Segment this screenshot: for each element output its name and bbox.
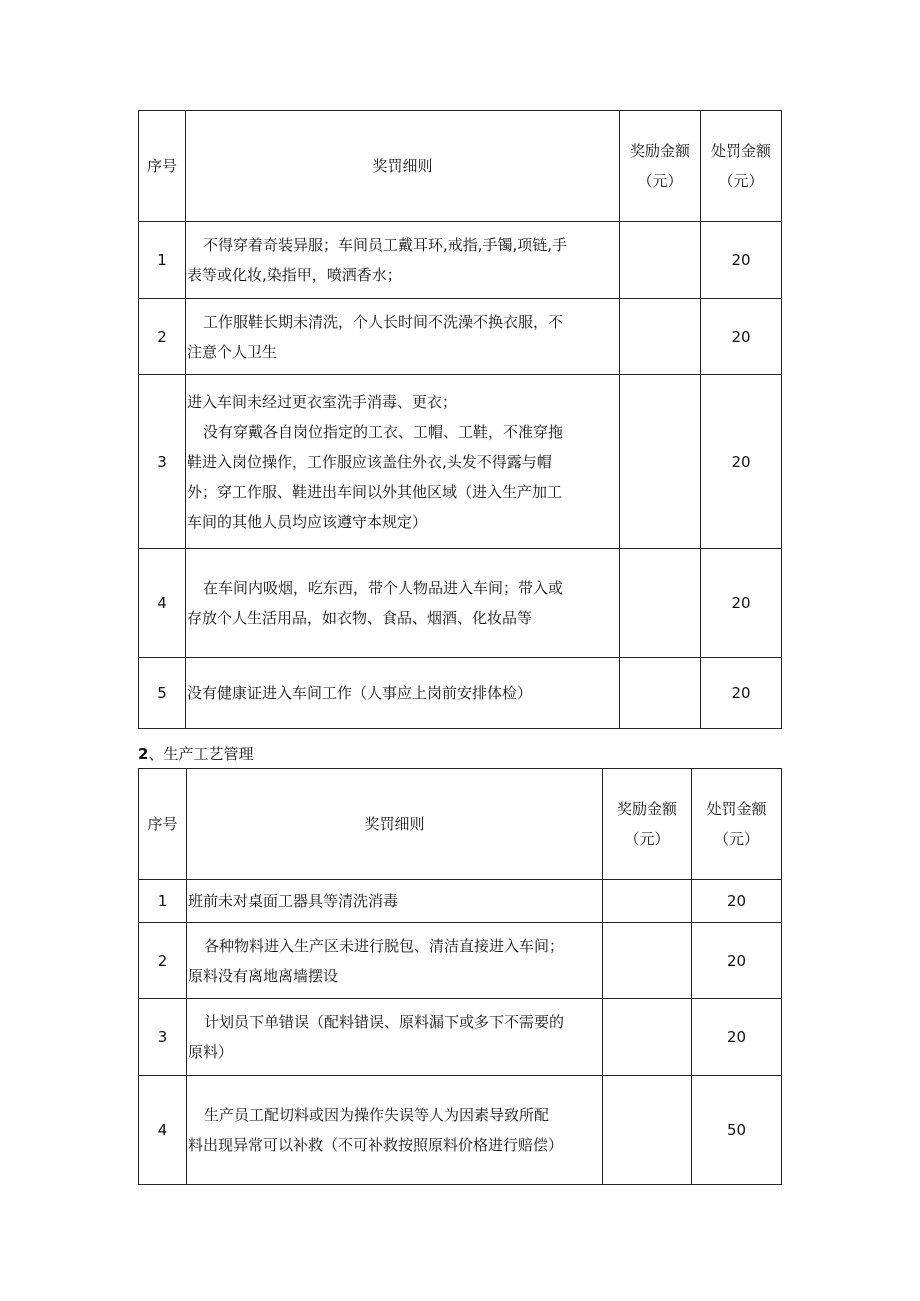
rules-table-hygiene bbox=[138, 110, 782, 729]
table-row bbox=[139, 923, 782, 999]
header-penalty: 处罚金额 （元） bbox=[701, 111, 782, 222]
row-detail: 生产员工配切料或因为操作失误等人为因素导致所配 料出现异常可以补救（不可补救按照原料价格进行赔偿） bbox=[187, 1076, 603, 1185]
table-row bbox=[139, 1076, 782, 1185]
row-reward bbox=[620, 222, 701, 299]
table-row bbox=[139, 999, 782, 1076]
header-penalty: 处罚金额 （元） bbox=[692, 769, 782, 880]
row-penalty: 20 bbox=[701, 299, 782, 375]
header-reward: 奖励金额 （元） bbox=[620, 111, 701, 222]
row-detail: 进入车间未经过更衣室洗手消毒、更衣； 没有穿戴各自岗位指定的工衣、工帽、工鞋，不准穿拖 鞋进入岗位操作，工作服应该盖住外衣,头发不得露与帽 外；穿工作服、鞋进出车间以外其他区域（进入生产加工 车间的其他人员均应该遵守本规定） bbox=[186, 375, 620, 549]
header-no: 序号 bbox=[139, 111, 186, 222]
row-no: 5 bbox=[139, 658, 186, 729]
row-no: 3 bbox=[139, 999, 187, 1076]
section-number: 2 bbox=[138, 745, 149, 763]
section-heading bbox=[138, 743, 253, 765]
row-detail: 在车间内吸烟，吃东西，带个人物品进入车间；带入或 存放个人生活用品，如衣物、食品、烟酒、化妆品等 bbox=[186, 549, 620, 658]
row-no: 1 bbox=[139, 880, 187, 923]
section-separator: 、 bbox=[148, 745, 164, 763]
row-reward bbox=[620, 549, 701, 658]
section-title: 生产工艺管理 bbox=[163, 745, 254, 763]
row-penalty: 20 bbox=[692, 923, 782, 999]
row-no: 2 bbox=[139, 299, 186, 375]
table-header-row bbox=[139, 111, 782, 222]
row-no: 4 bbox=[139, 549, 186, 658]
row-penalty: 20 bbox=[692, 880, 782, 923]
row-reward bbox=[603, 999, 692, 1076]
table-row bbox=[139, 299, 782, 375]
table-row bbox=[139, 375, 782, 549]
row-penalty: 20 bbox=[701, 549, 782, 658]
header-no: 序号 bbox=[139, 769, 187, 880]
table-row bbox=[139, 222, 782, 299]
row-reward bbox=[620, 299, 701, 375]
table-row bbox=[139, 549, 782, 658]
table-header-row bbox=[139, 769, 782, 880]
row-detail: 工作服鞋长期未清洗，个人长时间不洗澡不换衣服，不 注意个人卫生 bbox=[186, 299, 620, 375]
row-detail: 班前未对桌面工器具等清洗消毒 bbox=[187, 880, 603, 923]
table-row bbox=[139, 880, 782, 923]
row-penalty: 20 bbox=[701, 375, 782, 549]
header-reward: 奖励金额 （元） bbox=[603, 769, 692, 880]
row-penalty: 20 bbox=[701, 222, 782, 299]
row-penalty: 50 bbox=[692, 1076, 782, 1185]
row-reward bbox=[603, 923, 692, 999]
header-detail: 奖罚细则 bbox=[186, 111, 620, 222]
rules-table-production bbox=[138, 768, 782, 1185]
row-no: 1 bbox=[139, 222, 186, 299]
row-reward bbox=[620, 375, 701, 549]
row-detail: 不得穿着奇装异服；车间员工戴耳环,戒指,手镯,项链,手 表等或化妆,染指甲，喷洒香水； bbox=[186, 222, 620, 299]
row-penalty: 20 bbox=[692, 999, 782, 1076]
row-no: 4 bbox=[139, 1076, 187, 1185]
row-reward bbox=[603, 880, 692, 923]
header-detail: 奖罚细则 bbox=[187, 769, 603, 880]
row-detail: 没有健康证进入车间工作（人事应上岗前安排体检） bbox=[186, 658, 620, 729]
table-row bbox=[139, 658, 782, 729]
row-no: 2 bbox=[139, 923, 187, 999]
row-no: 3 bbox=[139, 375, 186, 549]
row-reward bbox=[620, 658, 701, 729]
row-reward bbox=[603, 1076, 692, 1185]
row-detail: 各种物料进入生产区未进行脱包、清洁直接进入车间； 原料没有离地离墙摆设 bbox=[187, 923, 603, 999]
row-detail: 计划员下单错误（配料错误、原料漏下或多下不需要的 原料） bbox=[187, 999, 603, 1076]
row-penalty: 20 bbox=[701, 658, 782, 729]
